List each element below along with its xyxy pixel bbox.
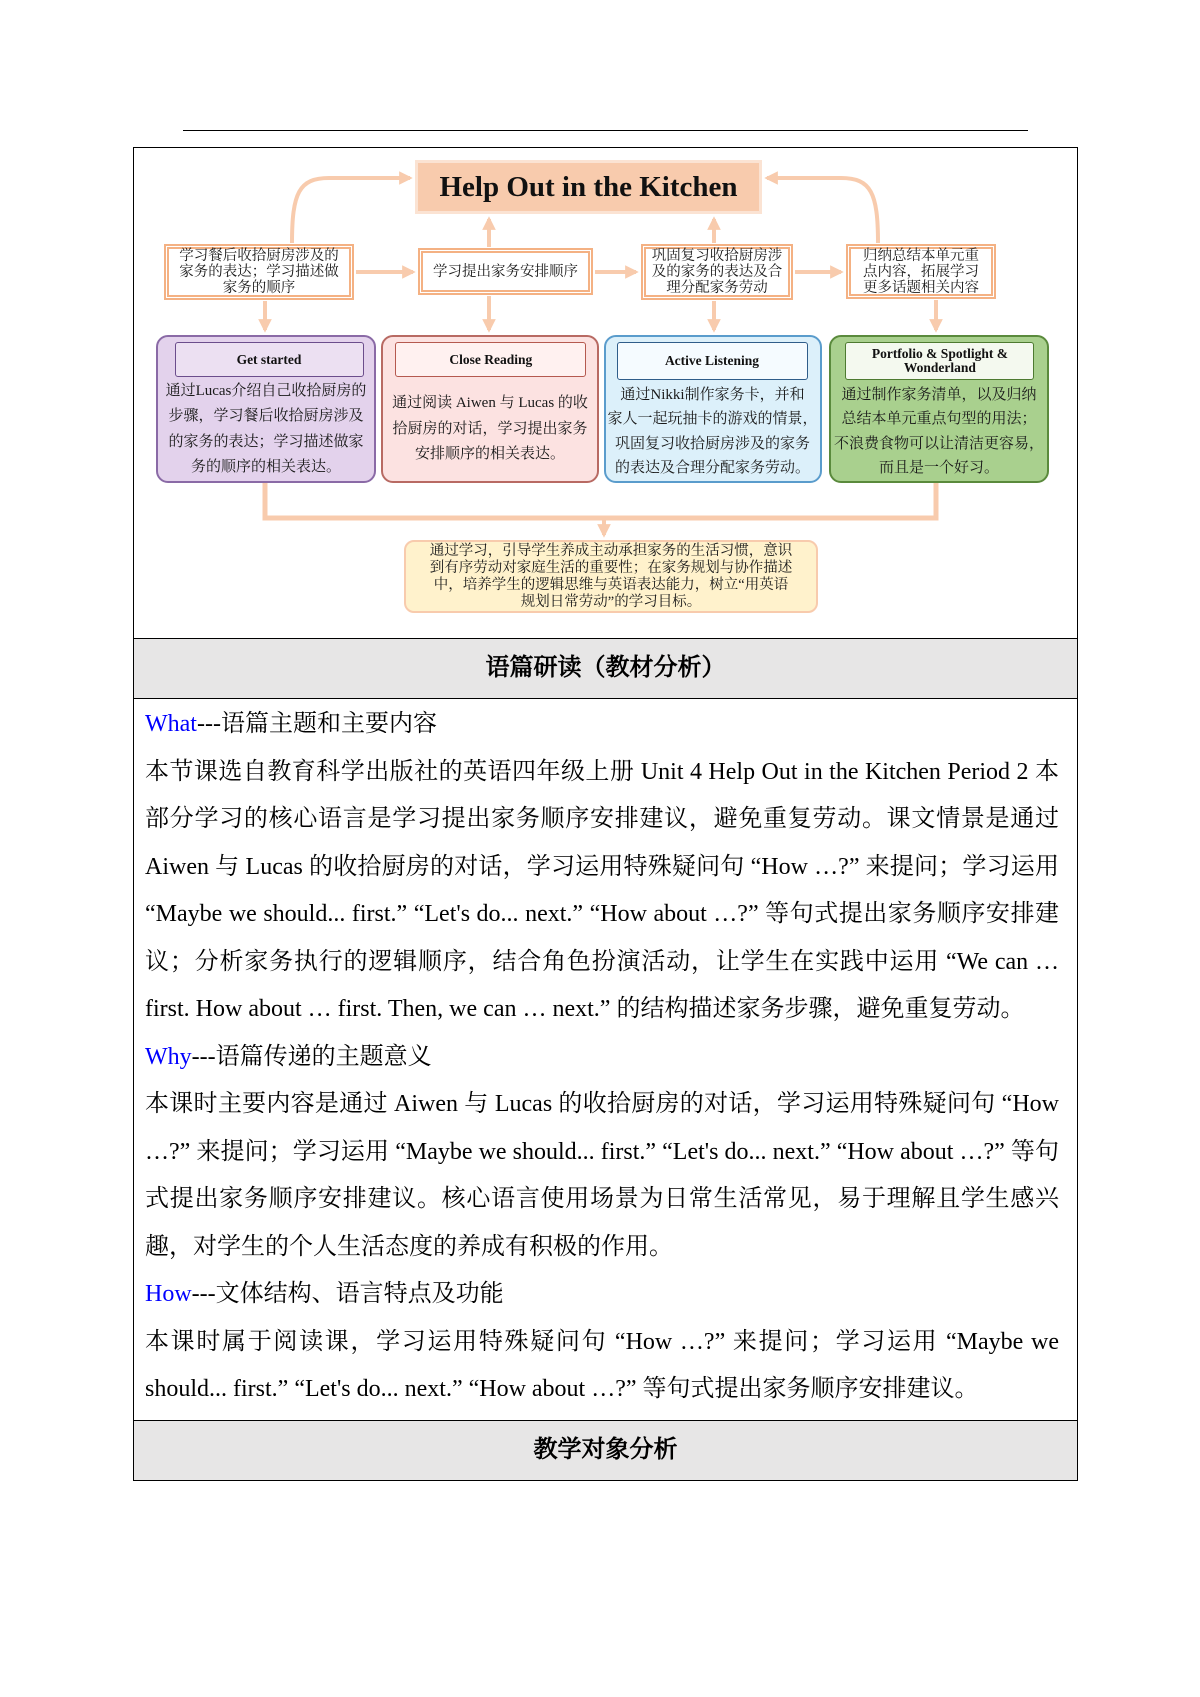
summary-line: 规划日常劳动”的学习目标。 [520,593,702,610]
goal-line: 家务的表达；学习描述做 [179,264,339,280]
stage-active-listening [604,335,822,483]
text-analysis-content [134,699,1077,1421]
goal-line: 点内容，拓展学习 [863,263,979,280]
how-label: How [145,1281,192,1307]
stage-description [606,383,820,480]
how-heading [145,1271,1059,1319]
stage-line: 步骤，学习餐后收拾厨房涉及 [168,408,364,424]
stage-close-reading [381,335,599,483]
stage-line: 不浪费食物可以让清洁更容易， [833,435,1044,452]
what-label: What [145,711,197,737]
learner-analysis-header: 教学对象分析 [134,1421,1077,1480]
stage-label: Active Listening [617,342,808,380]
stage-line: 的表达及合理分配家务劳动。 [614,460,810,476]
goal-line: 家务的顺序 [222,280,296,296]
stage-line: 通过Nikki制作家务卡，并和 [620,386,805,403]
stage-get-started [156,335,376,483]
summary-goal-box [404,540,818,613]
lesson-plan-table [133,147,1078,1481]
goal-line: 学习提出家务安排顺序 [433,263,578,280]
stage-line: 的家务的表达；学习描述做家 [168,433,364,450]
summary-line: 中，培养学生的逻辑思维与英语表达能力，树立“用英语 [433,576,789,593]
goal-box-3 [641,244,793,300]
how-subtitle: ---文体结构、语言特点及功能 [191,1281,504,1307]
how-paragraph: 本课时属于阅读课，学习运用特殊疑问句 “How …?” 来提问；学习运用 “Maybe we should... first.” “Let's do... next.” “How about …?” 等句式提出家务顺序安排建议。 [145,1328,1059,1402]
summary-line: 到有序劳动对家庭生活的重要性；在家务规划与协作描述 [429,559,793,576]
goal-line: 理分配家务劳动 [666,280,768,296]
stages-bracket [265,483,936,518]
header-rule [183,130,1028,131]
goal-box-2 [418,248,593,295]
what-heading [145,701,1059,749]
unit-framework-diagram [134,148,1077,639]
stage-line: 家人一起玩抽卡的游戏的情景， [607,411,818,427]
stage-line: 巩固复习收拾厨房涉及的家务 [614,435,810,452]
stage-label: Portfolio & Spotlight & Wonderland [845,342,1034,380]
stage-line: 通过制作家务清单，以及归纳 [841,386,1037,403]
stage-line: 安排顺序的相关表达。 [414,446,565,463]
stage-line: 通过阅读 Aiwen 与 Lucas 的收 [392,395,588,412]
text-analysis-header: 语篇研读（教材分析） [134,639,1077,699]
diagram-title: Help Out in the Kitchen [415,160,762,214]
why-label: Why [145,1043,192,1070]
goal-box-4 [846,244,996,299]
goal-line: 及的家务的表达及合 [651,264,783,280]
stage-line: 而且是一个好习。 [878,460,999,476]
goal-line: 更多话题相关内容 [863,279,979,296]
what-paragraph: 本节课选自教育科学出版社的英语四年级上册 Unit 4 Help Out in the Kitchen Period 2 本部分学习的核心语言是学习提出家务顺序安排建议，避免重复劳动。课文情景是通过 Aiwen 与 Lucas 的收拾厨房的对话，学习运用特殊疑问句 “How …?” 来提问；学习运用 “Maybe we should... first.” “Let's do... next.” “How about …?” 等句式提出家务顺序安排建议；分析家务执行的逻辑顺序，结合角色扮演活动，让学生在实践中运用 “We can … first. How about … first. Then, we can … next.” 的结构描述家务步骤，避免重复劳动。 [145,758,1059,1022]
stage-label: Close Reading [395,342,586,377]
why-heading [145,1034,1059,1082]
why-subtitle: ---语篇传递的主题意义 [191,1043,432,1070]
summary-line: 通过学习，引导学生养成主动承担家务的生活习惯，意识 [429,542,793,559]
arrow-goal1-to-title [292,178,410,243]
stage-description [831,383,1047,480]
why-paragraph: 本课时主要内容是通过 Aiwen 与 Lucas 的收拾厨房的对话，学习运用特殊疑问句 “How …?” 来提问；学习运用 “Maybe we should... first.” “Let's do... next.” “How about …?” 等句式提出家务顺序安排建议。核心语言使用场景为日常生活常见，易于理解且学生感兴趣，对学生的个人生活态度的养成有积极的作用。 [145,1091,1059,1260]
stage-description [158,379,374,480]
arrow-goal4-to-title [767,178,878,243]
stage-line: 通过Lucas介绍自己收拾厨房的 [165,382,367,399]
stage-line: 务的顺序的相关表达。 [190,459,341,475]
stage-portfolio-spotlight-wonderland [829,335,1049,483]
goal-line: 巩固复习收拾厨房涉 [651,248,783,264]
stage-label: Get started [175,342,364,377]
stage-description [383,379,597,480]
goal-line: 学习餐后收拾厨房涉及的 [179,248,339,264]
stage-line: 总结本单元重点句型的用法； [841,411,1037,427]
stage-line: 拾厨房的对话，学习提出家务 [392,420,588,437]
goal-line: 归纳总结本单元重 [863,247,979,264]
what-subtitle: ---语篇主题和主要内容 [196,711,437,737]
goal-box-1 [164,244,354,300]
